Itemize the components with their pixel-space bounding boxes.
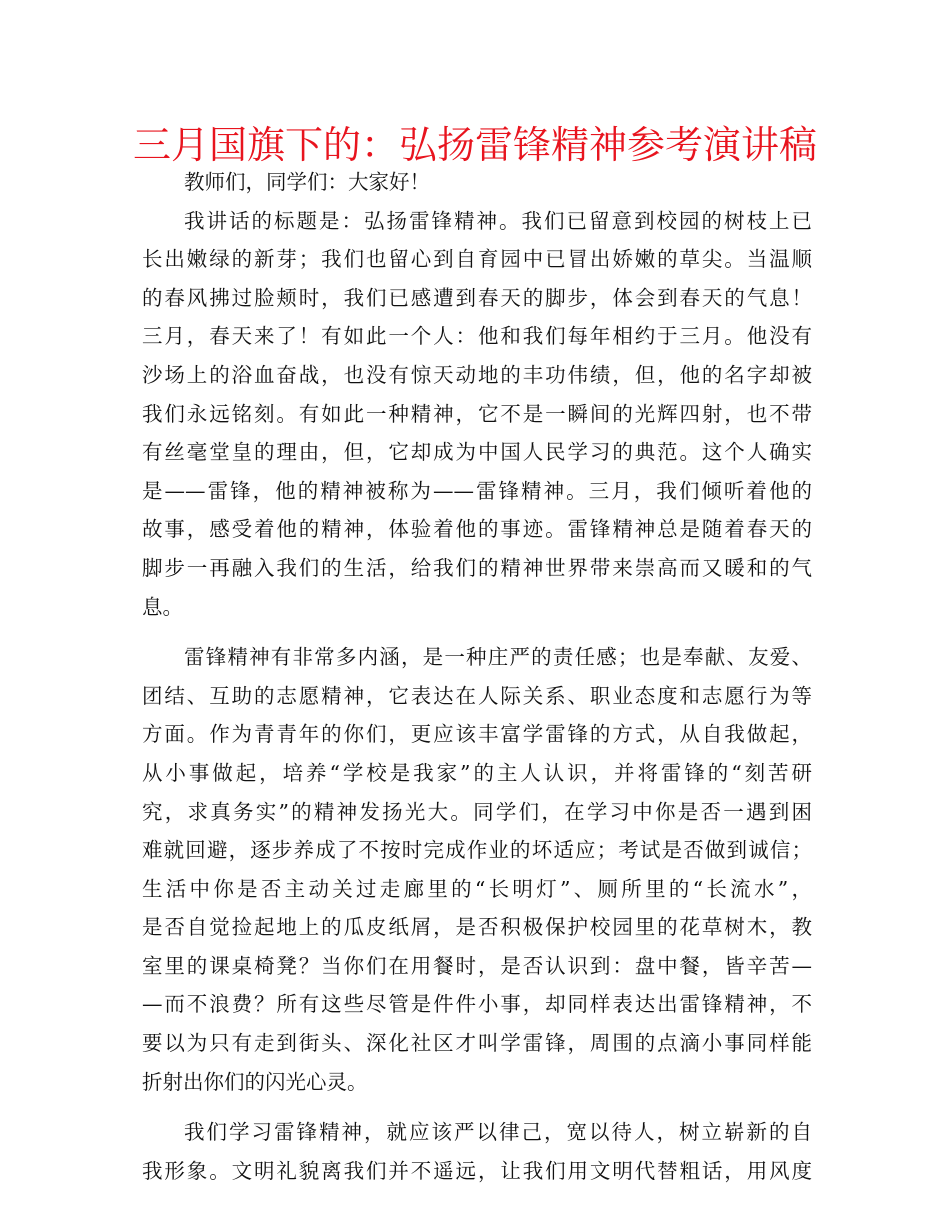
text-line: 生活中你是否主动关过走廊里的“长明灯”、厕所里的“长流水”， [142,876,812,901]
text-line: 我讲话的标题是：弘扬雷锋精神。我们已留意到校园的树枝上已 [184,208,812,233]
text-line: 难就回避，逐步养成了不按时完成作业的坏适应；考试是否做到诚信； [142,838,812,863]
text-line: 沙场上的浴血奋战，也没有惊天动地的丰功伟绩，但，他的名字却被 [142,362,812,387]
text-line: 折射出你们的闪光心灵。 [142,1069,368,1094]
paragraph-greeting [142,163,812,202]
text-line: 长出嫩绿的新芽；我们也留心到自育园中已冒出娇嫩的草尖。当温顺 [142,247,812,272]
text-line: 室里的课桌椅凳？当你们在用餐时，是否认识到：盘中餐，皆辛苦— [142,953,812,978]
document-body [142,163,812,1190]
text-line: 团结、互助的志愿精神，它表达在人际关系、职业态度和志愿行为等 [142,683,812,708]
text-line: 的春风拂过脸颊时，我们已感遭到春天的脚步，体会到春天的气息！ [142,285,812,310]
text-line: —而不浪费？所有这些尽管是件件小事，却同样表达出雷锋精神，不 [142,992,812,1017]
text-line: 是否自觉捡起地上的瓜皮纸屑，是否积极保护校园里的花草树木，教 [142,915,812,940]
text-line: 故事，感受着他的精神，体验着他的事迹。雷锋精神总是随着春天的 [142,517,812,542]
text-line: 是——雷锋，他的精神被称为——雷锋精神。三月，我们倾听着他的 [142,478,812,503]
text-line: 方面。作为青青年的你们，更应该丰富学雷锋的方式，从自我做起， [142,722,812,747]
text-line: 息。 [142,594,183,619]
text-line: 教师们，同学们：大家好！ [184,170,430,194]
text-line: 我们永远铭刻。有如此一种精神，它不是一瞬间的光辉四射，也不带 [142,401,812,426]
text-line: 雷锋精神有非常多内涵，是一种庄严的责任感；也是奉献、友爱、 [184,645,812,670]
paragraph-spacer [142,626,812,638]
text-line: 要以为只有走到街头、深化社区才叫学雷锋，周围的点滴小事同样能 [142,1031,812,1056]
paragraph-spacer [142,1101,812,1113]
text-line: 三月，春天来了！有如此一个人：他和我们每年相约于三月。他没有 [142,324,812,349]
paragraph-action [142,1113,812,1190]
text-line: 我们学习雷锋精神，就应该严以律己，宽以待人，树立崭新的自 [184,1120,812,1145]
text-line: 脚步一再融入我们的生活，给我们的精神世界带来崇高而又暖和的气 [142,555,812,580]
paragraph-meaning [142,638,812,1101]
paragraph-intro [142,202,812,627]
text-line: 我形象。文明礼貌离我们并不遥远，让我们用文明代替粗话，用风度 [142,1158,812,1183]
document-title: 三月国旗下的：弘扬雷锋精神参考演讲稿 [132,123,817,167]
text-line: 究，求真务实”的精神发扬光大。同学们，在学习中你是否一遇到困 [142,799,812,824]
text-line: 有丝毫堂皇的理由，但，它却成为中国人民学习的典范。这个人确实 [142,440,812,465]
text-line: 从小事做起，培养“学校是我家”的主人认识，并将雷锋的“刻苦研 [142,760,812,785]
